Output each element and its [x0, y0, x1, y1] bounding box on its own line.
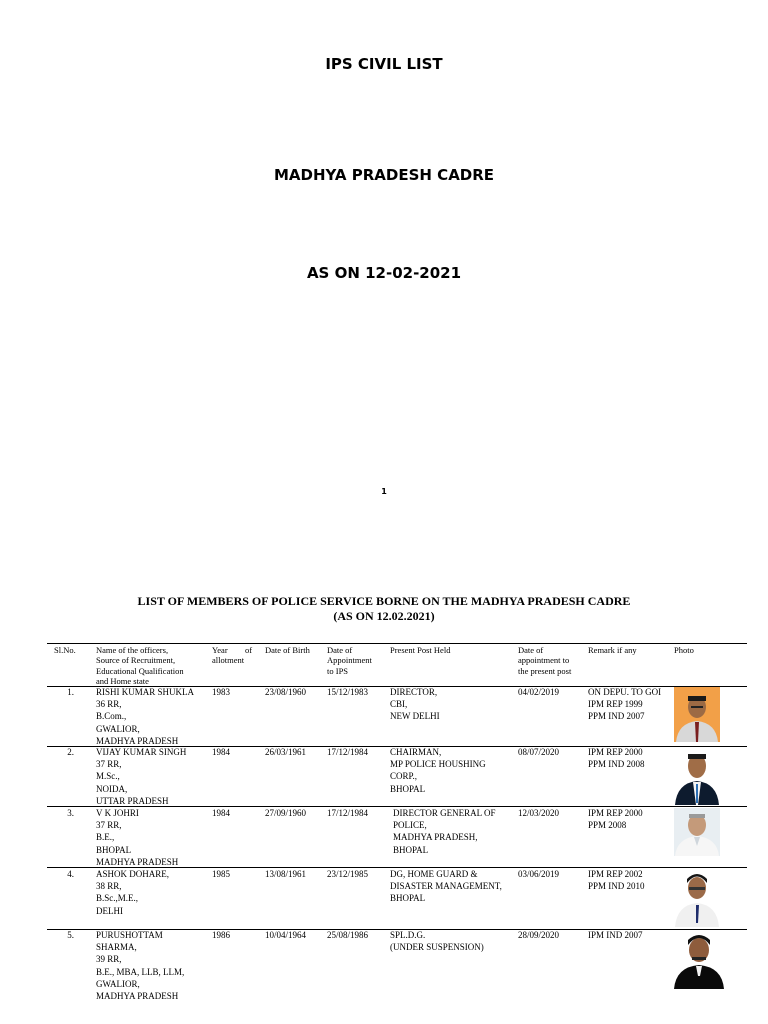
officer-photo: [674, 869, 720, 927]
row-doa: 23/12/1985: [327, 869, 369, 879]
row-doa: 15/12/1983: [327, 687, 369, 697]
officer-photo: [674, 808, 720, 856]
row-dob: 10/04/1964: [265, 930, 307, 940]
row-dop: 04/02/2019: [518, 687, 560, 697]
row-slno: 4.: [67, 869, 74, 879]
header-post: Present Post Held: [390, 645, 451, 655]
cover-as-on: AS ON 12-02-2021: [306, 264, 462, 282]
row-slno: 5.: [67, 930, 74, 940]
officer-photo: [674, 931, 724, 989]
row-post: SPL.D.G. (UNDER SUSPENSION): [390, 930, 484, 953]
row-year: 1984: [212, 808, 230, 818]
list-title: LIST OF MEMBERS OF POLICE SERVICE BORNE ON THE MADHYA PRADESH CADRE: [137, 594, 631, 608]
row-year: 1986: [212, 930, 230, 940]
row-dob: 26/03/1961: [265, 747, 307, 757]
header-allotment: allotment: [212, 655, 245, 665]
header-slno: Sl.No.: [54, 645, 76, 655]
row-dob: 27/09/1960: [265, 808, 307, 818]
row-remark: IPM IND 2007: [588, 930, 643, 940]
row-doa: 25/08/1986: [327, 930, 369, 940]
officer-photo: [674, 747, 720, 805]
row-year: 1983: [212, 687, 230, 697]
row-post: DIRECTOR GENERAL OF POLICE, MADHYA PRADESH, BHOPAL: [393, 808, 496, 855]
row-year: 1985: [212, 869, 230, 879]
row-post: CHAIRMAN, MP POLICE HOUSHING CORP., BHOPAL: [390, 747, 486, 794]
row-post: DG, HOME GUARD & DISASTER MANAGEMENT, BHOPAL: [390, 869, 502, 904]
row-dob: 13/08/1961: [265, 869, 307, 879]
row-name: RISHI KUMAR SHUKLA 36 RR, B.Com., GWALIOR, MADHYA PRADESH: [96, 687, 195, 746]
list-subtitle: (AS ON 12.02.2021): [333, 609, 435, 623]
row-slno: 2.: [67, 747, 74, 757]
row-dob: 23/08/1960: [265, 687, 307, 697]
row-slno: 3.: [67, 808, 74, 818]
row-year: 1984: [212, 747, 230, 757]
row-dop: 12/03/2020: [518, 808, 560, 818]
row-dop: 03/06/2019: [518, 869, 560, 879]
header-remark: Remark if any: [588, 645, 637, 655]
officer-photo: [674, 687, 720, 742]
row-name: VIJAY KUMAR SINGH 37 RR, M.Sc., NOIDA, UTTAR PRADESH: [96, 747, 187, 806]
header-photo: Photo: [674, 645, 694, 655]
header-year: Year: [212, 645, 228, 655]
row-dop: 28/09/2020: [518, 930, 560, 940]
row-dop: 08/07/2020: [518, 747, 560, 757]
row-remark: IPM REP 2002 PPM IND 2010: [588, 869, 645, 892]
row-post: DIRECTOR, CBI, NEW DELHI: [390, 687, 440, 722]
row-doa: 17/12/1984: [327, 808, 369, 818]
row-name: V K JOHRI 37 RR, B.E., BHOPAL MADHYA PRADESH: [96, 808, 179, 867]
row-name: ASHOK DOHARE, 38 RR, B.Sc.,M.E., DELHI: [96, 869, 170, 916]
row-remark: ON DEPU. TO GOI IPM REP 1999 PPM IND 2007: [588, 687, 662, 722]
header-year-of: of: [245, 645, 253, 655]
header-name: Name of the officers, Source of Recruitment, Educational Qualification and Home state: [96, 645, 184, 687]
table-top-rule: [47, 643, 747, 644]
page-number: 1: [381, 487, 387, 496]
header-dob: Date of Birth: [265, 645, 310, 655]
row-slno: 1.: [67, 687, 74, 697]
row-name: PURUSHOTTAM SHARMA, 39 RR, B.E., MBA, LLB, LLM, GWALIOR, MADHYA PRADESH: [96, 930, 185, 1002]
row-doa: 17/12/1984: [327, 747, 369, 757]
row-remark: IPM REP 2000 PPM IND 2008: [588, 747, 645, 770]
cover-cadre: MADHYA PRADESH CADRE: [273, 166, 495, 184]
cover-title: IPS CIVIL LIST: [325, 55, 443, 73]
header-dop: Date of appointment to the present post: [518, 645, 572, 676]
header-doa: Date of Appointment to IPS: [327, 645, 372, 676]
row-remark: IPM REP 2000 PPM 2008: [588, 808, 643, 831]
